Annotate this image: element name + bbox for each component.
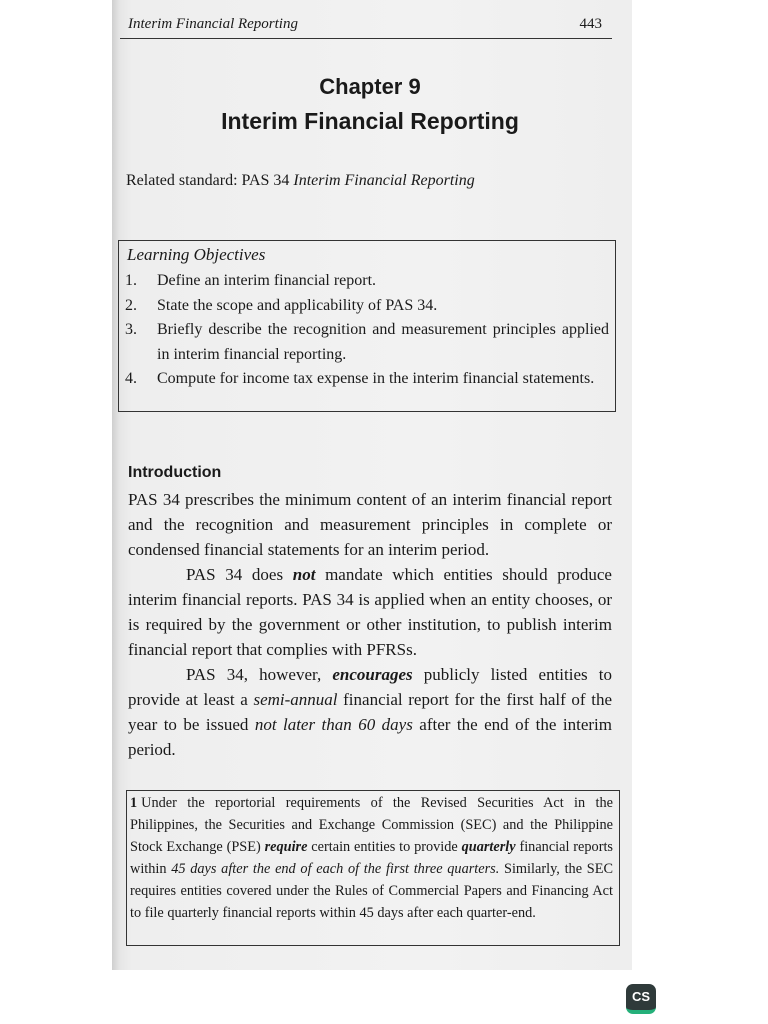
text-run: financial report for the first half of the year to be issued bbox=[128, 690, 612, 734]
text-run: Under the reportorial requirements of the Revised Securities Act in the Philippines, the Securities and Exchange Commission (SEC) and the Philippine Stock Exchange (PSE) bbox=[130, 795, 613, 855]
text-run: mandate which entities should produce interim financial reports. PAS 34 is applied when an entity chooses, or is required by the government or other institution, to publish interim financial report that complies with PFRSs. bbox=[128, 565, 612, 659]
text-run: financial reports within bbox=[130, 839, 613, 877]
text-run: certain entities to provide bbox=[307, 839, 462, 855]
related-standard bbox=[126, 172, 475, 190]
emphasis-text: not later than 60 days bbox=[254, 715, 413, 734]
list-item-text: State the scope and applicability of PAS 34. bbox=[157, 296, 438, 314]
running-head: Interim Financial Reporting bbox=[128, 16, 298, 32]
list-item bbox=[119, 318, 609, 367]
emphasis-text: semi-annual bbox=[253, 690, 338, 709]
list-item-text: Briefly describe the recognition and measurement principles applied in interim financial reporting. bbox=[157, 321, 609, 363]
chapter-title: Interim Financial Reporting bbox=[221, 108, 519, 134]
text-run: PAS 34 does bbox=[186, 565, 293, 584]
footnote-marker: 1 bbox=[130, 795, 138, 811]
list-item-number: 2. bbox=[125, 296, 137, 314]
list-item bbox=[119, 367, 609, 392]
related-standard-code: PAS 34 bbox=[241, 172, 290, 189]
text-run: after the end of the interim period. bbox=[128, 715, 612, 759]
text-run: publicly listed entities to provide at least a bbox=[128, 665, 612, 709]
learning-objectives-box bbox=[118, 240, 616, 412]
page-number: 443 bbox=[579, 16, 602, 32]
text-run: PAS 34, however, bbox=[186, 665, 333, 684]
page-header bbox=[120, 12, 612, 39]
text-run: Similarly, the SEC requires entities covered under the Rules of Commercial Papers and Financing Act to file quarterly financial reports within 45 days after each quarter-end. bbox=[130, 861, 613, 921]
related-standard-label: Related standard: bbox=[126, 172, 238, 189]
list-item bbox=[119, 294, 609, 319]
related-standard-title: Interim Financial Reporting bbox=[293, 172, 475, 189]
introduction-paragraph-2 bbox=[128, 562, 612, 662]
list-item bbox=[119, 269, 609, 294]
list-item-number: 3. bbox=[125, 321, 137, 338]
introduction-body bbox=[128, 487, 612, 762]
introduction-heading: Introduction bbox=[128, 464, 222, 481]
introduction-paragraph-1: PAS 34 prescribes the minimum content of an interim financial report and the recognition and measurement principles in complete or condensed financial statements for an interim period. bbox=[128, 490, 612, 559]
learning-objectives-list bbox=[119, 269, 609, 392]
introduction-paragraph-3 bbox=[128, 662, 612, 762]
list-item-number: 4. bbox=[125, 370, 137, 387]
learning-objectives-title: Learning Objectives bbox=[127, 245, 266, 264]
footnote-box bbox=[126, 790, 620, 946]
chapter-number: Chapter 9 bbox=[319, 74, 421, 99]
emphasis-text: 45 days after the end of each of the first three quarters. bbox=[171, 861, 500, 877]
list-item-text: Compute for income tax expense in the interim financial statements. bbox=[157, 370, 595, 387]
camscanner-logo-icon: CS bbox=[626, 984, 656, 1014]
emphasis-text: require bbox=[264, 839, 308, 855]
list-item-text: Define an interim financial report. bbox=[157, 272, 377, 289]
list-item-number: 1. bbox=[125, 272, 137, 289]
emphasis-text: encourages bbox=[332, 665, 413, 684]
emphasis-text: not bbox=[292, 565, 316, 584]
emphasis-text: quarterly bbox=[461, 839, 516, 855]
